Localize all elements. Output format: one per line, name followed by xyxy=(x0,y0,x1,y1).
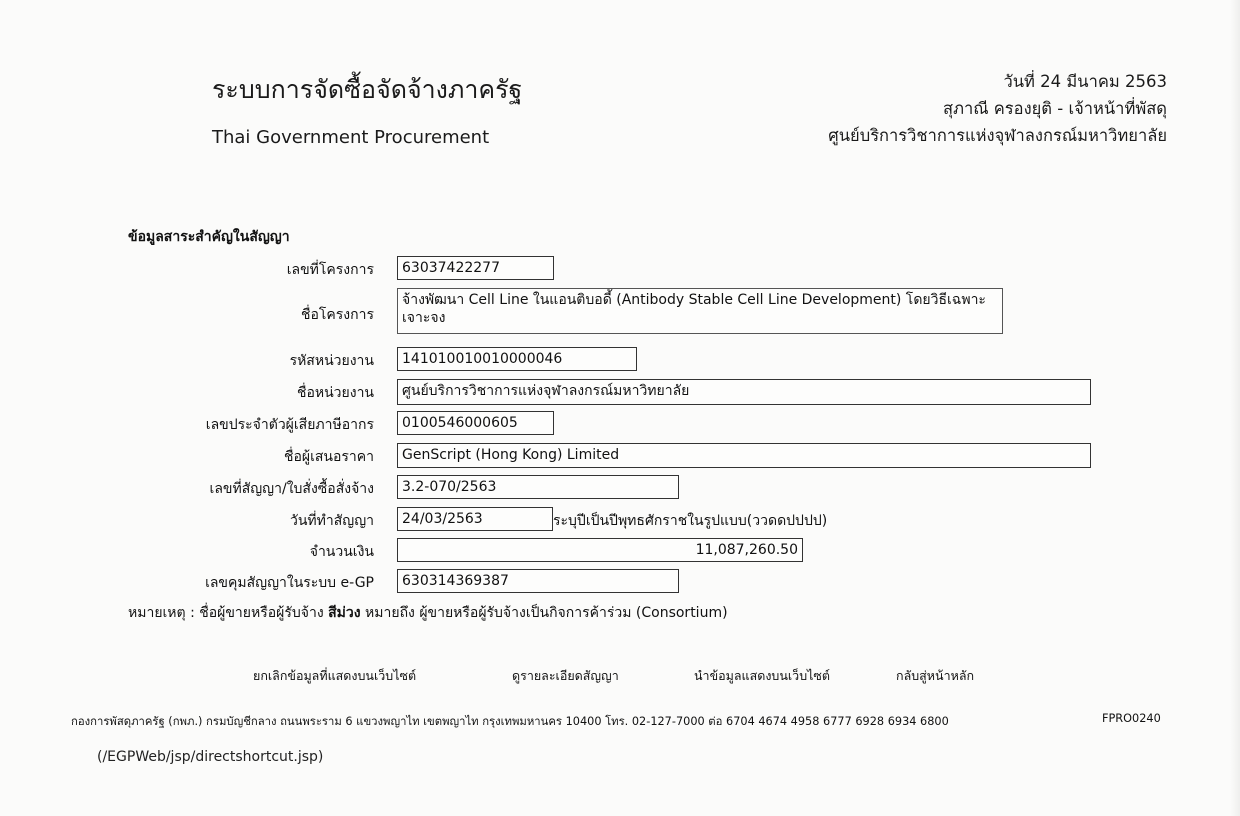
action-links xyxy=(0,666,1240,686)
header-agency: ศูนย์บริการวิชาการแห่งจุฬาลงกรณ์มหาวิทยาลัย xyxy=(828,126,1167,145)
page-code: FPRO0240 xyxy=(1102,712,1161,725)
bidder-name-field[interactable]: GenScript (Hong Kong) Limited xyxy=(397,443,1091,468)
agency-code-field[interactable]: 141010010010000046 xyxy=(397,347,637,371)
amount-label: จำนวนเงิน xyxy=(309,544,374,560)
egp-control-no-label: เลขคุมสัญญาในระบบ e-GP xyxy=(205,575,374,591)
contract-date-label: วันที่ทำสัญญา xyxy=(289,513,374,529)
contract-date-note: ระบุปีเป็นปีพุทธศักราชในรูปแบบ(ววดดปปปป) xyxy=(553,513,828,529)
bidder-name-label: ชื่อผู้เสนอราคา xyxy=(283,449,374,465)
home-link[interactable]: กลับสู่หน้าหลัก xyxy=(896,668,975,683)
remark-note xyxy=(128,602,728,624)
header-officer: สุภาณี ครองยุติ - เจ้าหน้าที่พัสดุ xyxy=(943,99,1167,118)
remark-suffix: หมายถึง ผู้ขายหรือผู้รับจ้างเป็นกิจการค้าร่วม (Consortium) xyxy=(360,605,728,621)
project-no-label: เลขที่โครงการ xyxy=(286,262,374,278)
remark-prefix: หมายเหตุ : ชื่อผู้ขายหรือผู้รับจ้าง xyxy=(128,605,329,621)
header-info xyxy=(828,68,1167,149)
footer xyxy=(71,712,1161,730)
system-title: ระบบการจัดซื้อจัดจ้างภาครัฐ xyxy=(212,75,523,104)
project-name-label: ชื่อโครงการ xyxy=(300,307,374,323)
page-url: (/EGPWeb/jsp/directshortcut.jsp) xyxy=(97,749,324,765)
egp-control-no-field[interactable]: 630314369387 xyxy=(397,569,679,593)
footer-address: กองการพัสดุภาครัฐ (กพภ.) กรมบัญชีกลาง ถนนพระราม 6 แขวงพญาไท เขตพญาไท กรุงเทพมหานคร 10400 โทร. 02-127-7000 ต่อ 6704 4674 4958 6777 6928 6934 6800 xyxy=(71,715,949,728)
project-no-field[interactable]: 63037422277 xyxy=(397,256,554,280)
system-subtitle: Thai Government Procurement xyxy=(212,127,490,148)
contract-no-field[interactable]: 3.2-070/2563 xyxy=(397,475,679,499)
agency-name-label: ชื่อหน่วยงาน xyxy=(296,385,374,401)
remark-purple-word: สีม่วง xyxy=(328,605,361,621)
agency-name-field[interactable]: ศูนย์บริการวิชาการแห่งจุฬาลงกรณ์มหาวิทยาลัย xyxy=(397,379,1091,405)
cancel-display-link[interactable]: ยกเลิกข้อมูลที่แสดงบนเว็บไซต์ xyxy=(253,668,417,683)
view-contract-link[interactable]: ดูรายละเอียดสัญญา xyxy=(512,668,619,683)
publish-link[interactable]: นำข้อมูลแสดงบนเว็บไซต์ xyxy=(694,668,831,683)
section-title: ข้อมูลสาระสำคัญในสัญญา xyxy=(128,229,290,245)
contract-date-field[interactable]: 24/03/2563 xyxy=(397,507,553,531)
header-date: วันที่ 24 มีนาคม 2563 xyxy=(1003,72,1167,91)
contract-no-label: เลขที่สัญญา/ใบสั่งซื้อสั่งจ้าง xyxy=(209,481,374,497)
tax-id-field[interactable]: 0100546000605 xyxy=(397,411,554,435)
scan-edge-shadow xyxy=(1230,0,1240,816)
agency-code-label: รหัสหน่วยงาน xyxy=(289,353,374,369)
tax-id-label: เลขประจำตัวผู้เสียภาษีอากร xyxy=(205,417,374,433)
project-name-field[interactable]: จ้างพัฒนา Cell Line ในแอนติบอดี้ (Antibody Stable Cell Line Development) โดยวิธีเฉพาะเจาะจง xyxy=(397,288,1003,334)
amount-field[interactable]: 11,087,260.50 xyxy=(397,538,803,562)
